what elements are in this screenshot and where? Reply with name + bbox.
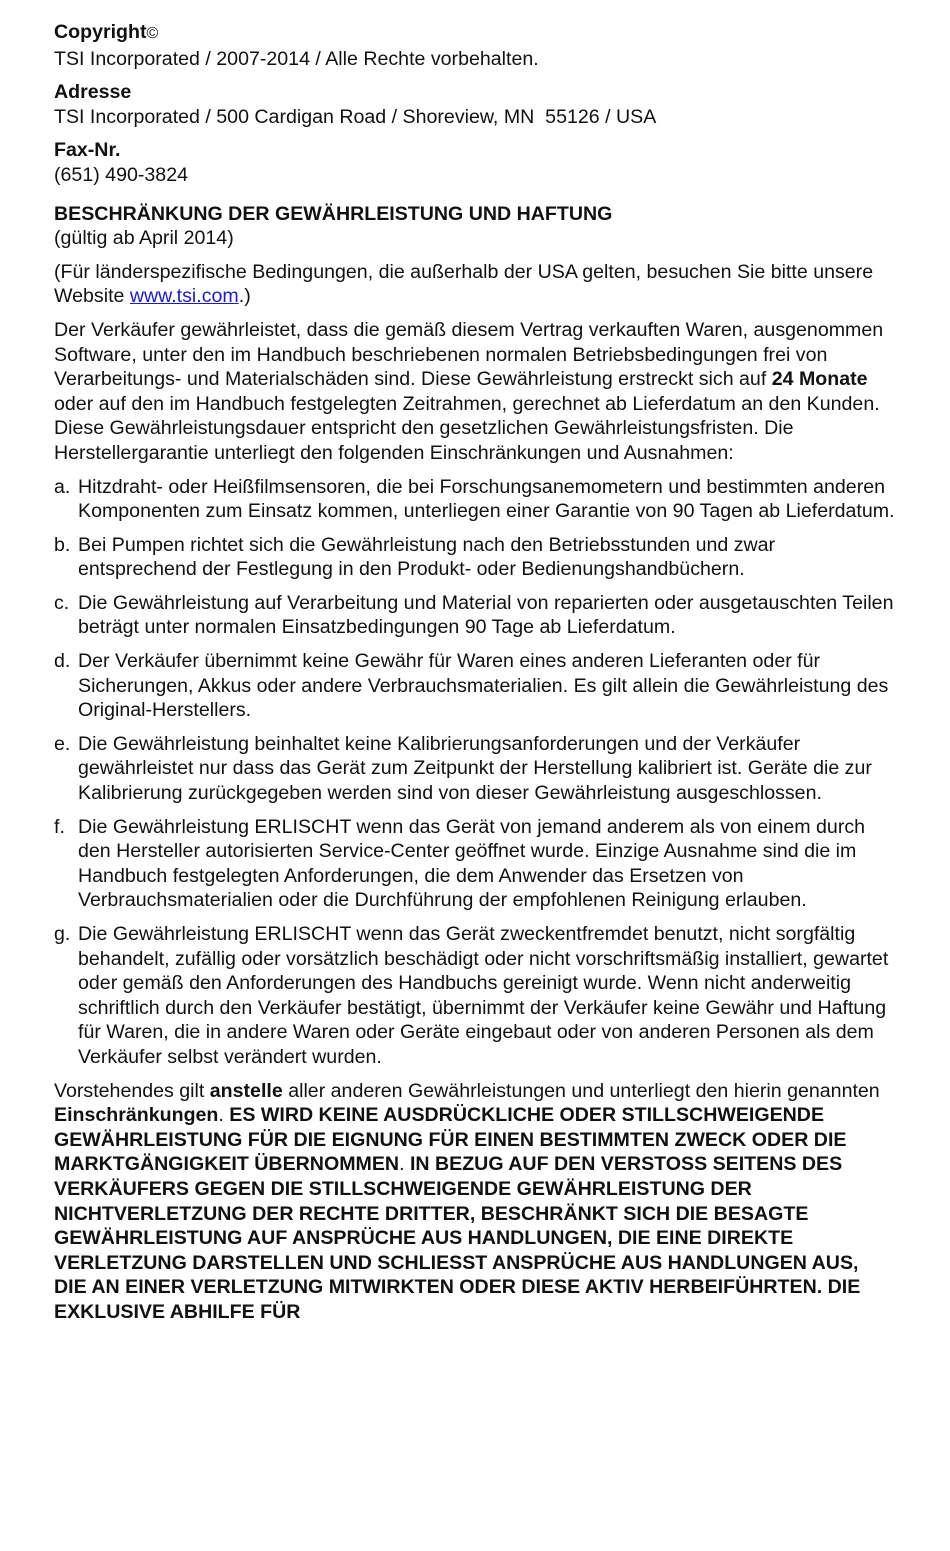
exceptions-list xyxy=(54,475,896,1070)
closing-text-2: aller anderen Gewährleistungen und unterliegt den hierin genannten xyxy=(282,1079,880,1102)
warranty-closing xyxy=(54,1079,896,1325)
list-item-text: Die Gewährleistung ERLISCHT wenn das Gerät zweckentfremdet benutzt, nicht sorgfältig behandelt, zufällig oder vorsätzlich beschädigt oder nicht vorschriftsmäßig installiert, gewartet oder gemäß den Anforderungen des Handbuchs gereinigt wurde. Wenn nicht anderweitig schriftlich durch den Verkäufer bestätigt, übernimmt der Verkäufer keine Gewähr und Haftung für Waren, die in andere Waren oder Geräte eingebaut oder von anderen Personen als dem Verkäufer selbst verändert wurden. xyxy=(78,923,889,1068)
warranty-intro xyxy=(54,318,896,466)
warranty-intro-text: Der Verkäufer gewährleistet, dass die gemäß diesem Vertrag verkauften Waren, ausgenommen Software, unter den im Handbuch beschriebenen normalen Betriebsbedingungen frei von Verarbeitungs- und Materialschäden sind. Diese Gewährleistung erstreckt sich auf xyxy=(54,318,884,391)
list-marker: e. xyxy=(54,732,71,755)
list-item-text: Die Gewährleistung ERLISCHT wenn das Gerät von jemand anderem als von einem durch den Hersteller autorisierten Service-Center geöffnet wurde. Einzige Ausnahme sind die im Handbuch festgelegten Anforderungen, die dem Anwender das Ersetzen von Verbrauchsmaterialien oder die Durchführung der empfohlenen Reinigung erlauben. xyxy=(78,815,866,912)
website-link[interactable]: www.tsi.com xyxy=(129,285,239,308)
copyright-heading xyxy=(54,20,896,47)
country-note xyxy=(54,260,896,309)
list-item xyxy=(54,533,896,582)
list-item xyxy=(54,475,896,524)
list-marker: c. xyxy=(54,591,70,614)
list-item-text: Hitzdraht- oder Heißfilmsensoren, die bei Forschungsanemometern und bestimmten anderen Komponenten zum Einsatz kommen, unterliegen einer Garantie von 90 Tagen ab Lieferdatum. xyxy=(78,475,895,523)
fax-section xyxy=(54,138,896,187)
list-item xyxy=(54,732,896,806)
copyright-text: TSI Incorporated / 2007-2014 / Alle Rechte vorbehalten. xyxy=(54,47,539,70)
closing-text-3: . xyxy=(218,1104,230,1127)
country-note-end: .) xyxy=(238,285,251,308)
list-item-text: Der Verkäufer übernimmt keine Gewähr für Waren eines anderen Lieferanten oder für Sicherungen, Akkus oder andere Verbrauchsmaterialien. Es gilt allein die Gewährleistung des Original-Herstellers. xyxy=(78,650,889,722)
closing-text-4: . xyxy=(399,1153,410,1176)
copyright-label: Copyright xyxy=(54,21,147,43)
copyright-symbol: © xyxy=(146,25,159,42)
disclaimer-infringement: IN BEZUG AUF DEN VERSTOSS SEITENS DES VERKÄUFERS GEGEN DIE STILLSCHWEIGENDE GEWÄHRLEISTUNG DER NICHTVERLETZUNG DER RECHTE DRITTER, BESCHRÄNKT SICH DIE BESAGTE GEWÄHRLEISTUNG AUF ANSPRÜCHE AUS HANDLUNGEN, DIE EINE DIREKTE VERLETZUNG DARSTELLEN UND SCHLIESST ANSPRÜCHE AUS HANDLUNGEN AUS, DIE AN EINER VERLETZUNG MITWIRKTEN ODER DIESE AKTIV HERBEIFÜHRTEN. DIE EXKLUSIVE ABHILFE FÜR xyxy=(54,1153,861,1323)
list-item-text: Die Gewährleistung auf Verarbeitung und Material von reparierten oder ausgetauschten Teilen beträgt unter normalen Einsatzbedingungen 90 Tage ab Lieferdatum. xyxy=(78,591,894,639)
warranty-header xyxy=(54,202,896,251)
list-item-text: Bei Pumpen richtet sich die Gewährleistung nach den Betriebsstunden und zwar entsprechend der Festlegung in den Produkt- oder Bedienungshandbüchern. xyxy=(78,533,776,581)
list-marker: g. xyxy=(54,923,71,945)
fax-number: (651) 490-3824 xyxy=(54,163,188,186)
warranty-title: BESCHRÄNKUNG DER GEWÄHRLEISTUNG UND HAFTUNG xyxy=(54,202,613,225)
list-marker: a. xyxy=(54,475,71,498)
warranty-duration: 24 Monate xyxy=(771,368,868,391)
list-item xyxy=(54,922,896,1070)
address-heading: Adresse xyxy=(54,81,132,104)
warranty-valid-from: (gültig ab April 2014) xyxy=(54,227,234,250)
address-text: TSI Incorporated / 500 Cardigan Road / Shoreview, MN 55126 / USA xyxy=(54,105,657,128)
list-marker: d. xyxy=(54,650,71,673)
fax-heading: Fax-Nr. xyxy=(54,139,121,162)
closing-bold-limitations: Einschränkungen xyxy=(54,1104,219,1127)
copyright-section xyxy=(54,20,896,71)
list-marker: f. xyxy=(54,815,65,838)
list-item xyxy=(54,591,896,640)
disclaimer-merchantability: ES WIRD KEINE AUSDRÜCKLICHE ODER STILLSCHWEIGENDE GEWÄHRLEISTUNG FÜR DIE EIGNUNG FÜR EINEN BESTIMMTEN ZWECK ODER DIE MARKTGÄNGIGKEIT ÜBERNOMMEN xyxy=(54,1104,847,1176)
list-item-text: Die Gewährleistung beinhaltet keine Kalibrierungsanforderungen und der Verkäufer gewährleistet nur dass das Gerät zum Zeitpunkt der Herstellung kalibriert ist. Geräte die zur Kalibrierung zurückgegeben werden sind von dieser Gewährleistung ausgeschlossen. xyxy=(78,732,872,805)
list-marker: b. xyxy=(54,533,71,556)
list-item xyxy=(54,649,896,723)
warranty-intro-rest: oder auf den im Handbuch festgelegten Zeitrahmen, gerechnet ab Lieferdatum an den Kunden. Diese Gewährleistungsdauer entspricht den gesetzlichen Gewährleistungsfristen. Die Herstellergarantie unterliegt den folgenden Einschränkungen und Ausnahmen: xyxy=(54,392,880,464)
address-section xyxy=(54,80,896,129)
closing-bold-instead: anstelle xyxy=(209,1079,283,1102)
list-item xyxy=(54,815,896,913)
country-note-text: (Für länderspezifische Bedingungen, die außerhalb der USA gelten, besuchen Sie bitte unsere Website xyxy=(54,260,874,308)
closing-text-1: Vorstehendes gilt xyxy=(54,1079,210,1102)
